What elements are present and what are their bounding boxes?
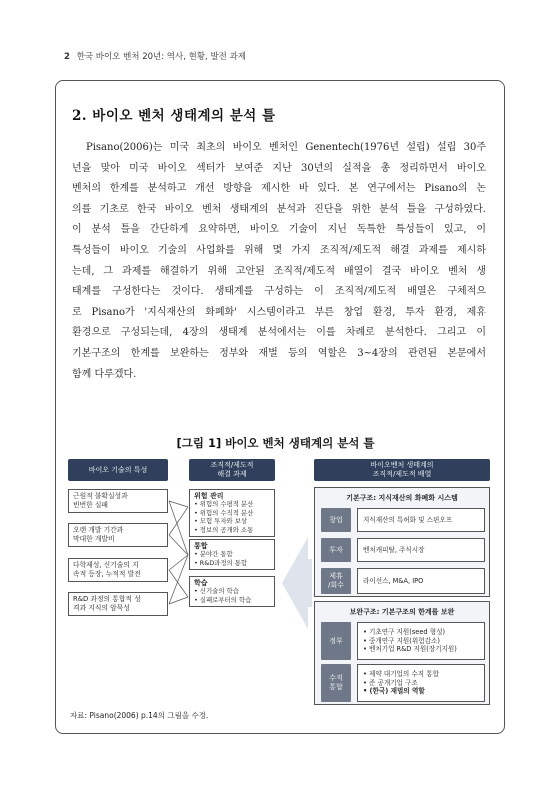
row-desc: • 제약 대기업의 수직 통합 • 준 공개기업 구조 • (한국) 재벌의 역할 — [357, 664, 485, 702]
connector-line — [169, 501, 188, 507]
arrangement-header: 바이오벤처 생태계의 조직적/제도적 배열 — [314, 459, 490, 481]
body-line: 환경으로 구성되는데, 4장의 생태계 분석에서는 이를 차례로 분석한다. 그리고 이 — [72, 327, 486, 339]
tasks-header: 조직적/제도적 해결 과제 — [189, 459, 275, 481]
row-label: 창업 — [321, 508, 351, 532]
task-learning: 학습 • 신기술의 학습 • 실패로부터의 학습 — [189, 576, 275, 607]
connector-line — [169, 535, 188, 555]
supplement-structure-panel — [314, 601, 490, 705]
running-title: 한국 바이오 벤처 20년: 역사, 현황, 발전 과제 — [76, 52, 246, 62]
page-number: 2 — [64, 52, 70, 62]
body-line: 년을 맞아 미국 바이오 섹터가 보여준 지난 30년의 실적을 총 정리하면서 바이오 — [72, 162, 486, 174]
body-paragraph — [72, 138, 486, 385]
body-line: 이 분석 틀을 간단하게 요약하면, 바이오 기술이 지닌 독특한 특성들이 있고, 이 — [72, 224, 486, 236]
row-label: 수직 통합 — [321, 664, 351, 702]
body-line: 태계를 구성한다는 것이다. 생태계를 구성하는 이 조직적/제도적 배열은 구체적으 — [72, 286, 486, 298]
row-desc: • 기초연구 지원(seed 형성) • 중개연구 지원(위험감소) • 벤처기업 R&D 지원(장기지원) — [357, 622, 485, 660]
connector-line — [169, 597, 188, 604]
framework-diagram — [68, 459, 490, 707]
running-header — [64, 50, 246, 62]
characteristics-header: 바이오 기술의 특성 — [68, 459, 168, 481]
row-desc: 라이선스, M&A, IPO — [357, 568, 485, 594]
characteristic-box: 다학제성, 신기술의 지 속적 등장, 누적적 발전 — [68, 558, 168, 582]
figure-title: [그림 1] 바이오 벤처 생태계의 분석 틀 — [176, 436, 375, 450]
row-label: 투자 — [321, 538, 351, 562]
body-line: 는데, 그 과제를 해결하기 위해 고안된 조직적/제도적 배열이 결국 바이오 벤처 생 — [72, 265, 486, 277]
body-line: 기본구조의 한계를 보완하는 정부와 재벌 등의 역할은 3~4장의 관련된 본문에서 — [72, 347, 486, 359]
body-line: Pisano(2006)는 미국 최초의 바이오 벤처인 Genentech(1976년 설립) 설립 30주 — [86, 142, 486, 153]
row-desc: 지식재산의 특허화 및 스핀오프 — [357, 508, 485, 532]
body-line: 특성들이 바이오 기술의 사업화를 위해 몇 가지 조직적/제도적 해결 과제를 제시하 — [72, 244, 486, 256]
supplement-structure-title: 보완구조: 기본구조의 한계를 보완 — [349, 608, 455, 616]
row-label: 정부 — [321, 622, 351, 660]
basic-structure-title: 기본구조: 지식재산의 화폐화 시스템 — [346, 494, 458, 502]
connector-line — [169, 570, 188, 597]
body-line: 로 Pisano가 '지식재산의 화폐화' 시스템이라고 부른 창업 환경, 투자 환경, 제휴 — [72, 306, 486, 318]
connector-line — [169, 501, 188, 555]
task-risk-management: 위험 관리 • 위험의 수평적 분산 • 위험의 수직적 분산 • 모험 투자와 보상 • 정보의 공개와 소통 — [189, 489, 275, 537]
body-line: 의를 기초로 한국 바이오 벤처 생태계의 분석과 진단을 위한 분석 틀을 구성하였다. — [72, 203, 486, 215]
basic-row-investment — [321, 538, 485, 562]
characteristic-box: 오랜 개발 기간과 막대한 개발비 — [68, 523, 168, 547]
basic-row-alliance — [321, 568, 485, 594]
task-integration: 통합 • 분야간 통합 • R&D과정의 통합 — [189, 539, 275, 570]
body-line: 함께 다루겠다. — [72, 368, 137, 380]
row-label: 제휴 /회수 — [321, 568, 351, 594]
figure-source: 자료: Pisano(2006) p.14의 그림을 수정. — [70, 711, 209, 720]
connector-line — [169, 507, 188, 535]
body-line: 벤처의 한계를 분석하고 개선 방향을 제시한 바 있다. 본 연구에서는 Pisano의 논 — [72, 183, 486, 195]
supplement-row-vertical — [321, 664, 485, 702]
row-desc: 벤처캐피탈, 주식시장 — [357, 538, 485, 562]
supplement-row-government — [321, 622, 485, 660]
basic-structure-panel — [314, 487, 490, 597]
characteristic-box: R&D 과정의 통합적 성 격과 지식의 암묵성 — [68, 592, 168, 616]
section-title: 2. 바이오 벤처 생태계의 분석 틀 — [72, 108, 276, 124]
big-left-arrow — [282, 537, 312, 629]
basic-row-startup — [321, 508, 485, 532]
characteristic-box: 근원적 불확실성과 빈번한 실패 — [68, 489, 168, 513]
